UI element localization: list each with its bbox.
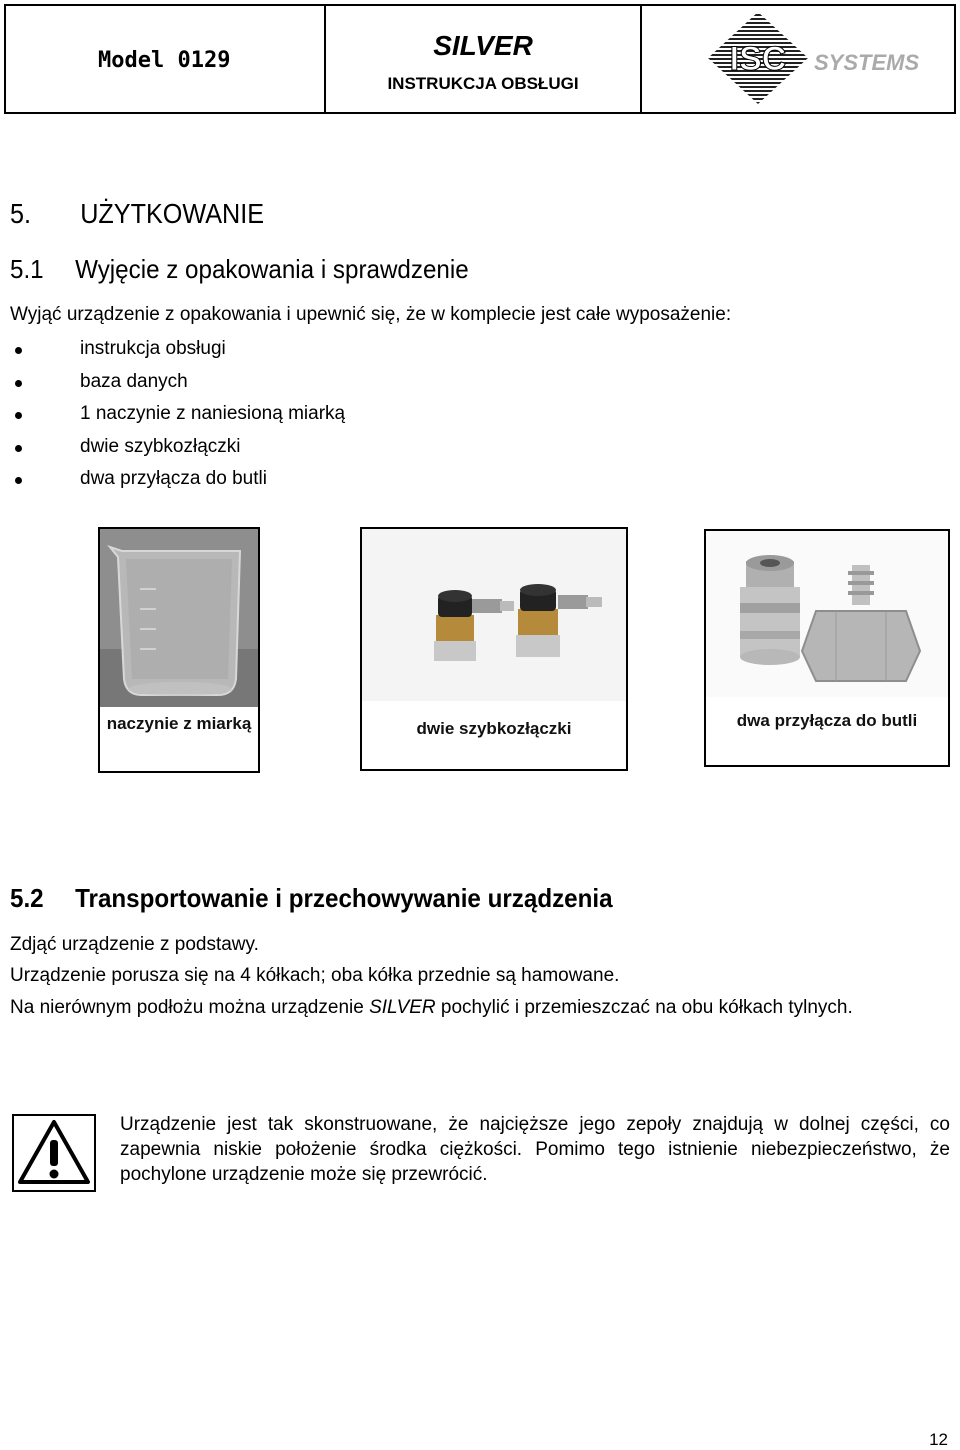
bottle-adapters-photo (706, 531, 948, 697)
list-item: dwie szybkozłączki (10, 436, 345, 469)
section-5-2-paragraph-3: Na nierównym podłożu można urządzenie SILVER pochylić i przemieszczać na obu kółkach tylnych. (10, 997, 853, 1018)
header-title-cell (326, 6, 642, 112)
warning-triangle-icon (14, 1116, 94, 1190)
list-item: baza danych (10, 371, 345, 404)
svg-text:ISC: ISC (729, 40, 787, 78)
beaker-photo (100, 529, 258, 707)
section-5-heading: 5. UŻYTKOWANIE (10, 198, 265, 229)
section-5-1-intro: Wyjąć urządzenie z opakowania i upewnić się, że w komplecie jest całe wyposażenie: (10, 304, 732, 325)
photo-caption: dwa przyłącza do butli (736, 711, 918, 730)
manual-subtitle: INSTRUKCJA OBSŁUGI (387, 74, 579, 93)
warning-icon-box (12, 1114, 96, 1192)
logo-systems-word: SYSTEMS (814, 50, 920, 75)
photo-caption: naczynie z miarką (106, 714, 252, 733)
product-name-inline: SILVER (369, 997, 436, 1018)
equipment-list (10, 338, 345, 501)
section-5-2-paragraph-2: Urządzenie porusza się na 4 kółkach; oba kółka przednie są hamowane. (10, 965, 620, 986)
list-item: dwa przyłącza do butli (10, 468, 345, 501)
list-item: instrukcja obsługi (10, 338, 345, 371)
header-logo-cell (642, 6, 956, 112)
page-number: 12 (929, 1430, 948, 1449)
product-name: SILVER (433, 30, 533, 61)
page-header (4, 4, 956, 114)
section-5-1-heading: 5.1 Wyjęcie z opakowania i sprawdzenie (10, 254, 469, 284)
photo-adapters-box (704, 529, 950, 767)
section-5-2-paragraph-1: Zdjąć urządzenie z podstawy. (10, 934, 259, 955)
model-number: Model 0129 (98, 48, 231, 73)
quick-couplers-photo (362, 529, 626, 701)
photo-beaker-box (98, 527, 260, 773)
isc-logo-icon (706, 10, 810, 106)
photo-couplers-box (360, 527, 628, 771)
photo-caption: dwie szybkozłączki (416, 719, 572, 738)
list-item: 1 naczynie z naniesioną miarką (10, 403, 345, 436)
section-5-2-heading: 5.2 Transportowanie i przechowywanie urządzenia (10, 883, 613, 913)
warning-text: Urządzenie jest tak skonstruowane, że najcięższe jego zepoły znajdują w dolnej części, co zapewnia niskie położenie środka ciężkości. Pomimo tego istnienie niebezpieczeństwo, że pochylone urządzenie może się przewrócić. (120, 1114, 950, 1185)
header-model-cell (6, 6, 326, 112)
